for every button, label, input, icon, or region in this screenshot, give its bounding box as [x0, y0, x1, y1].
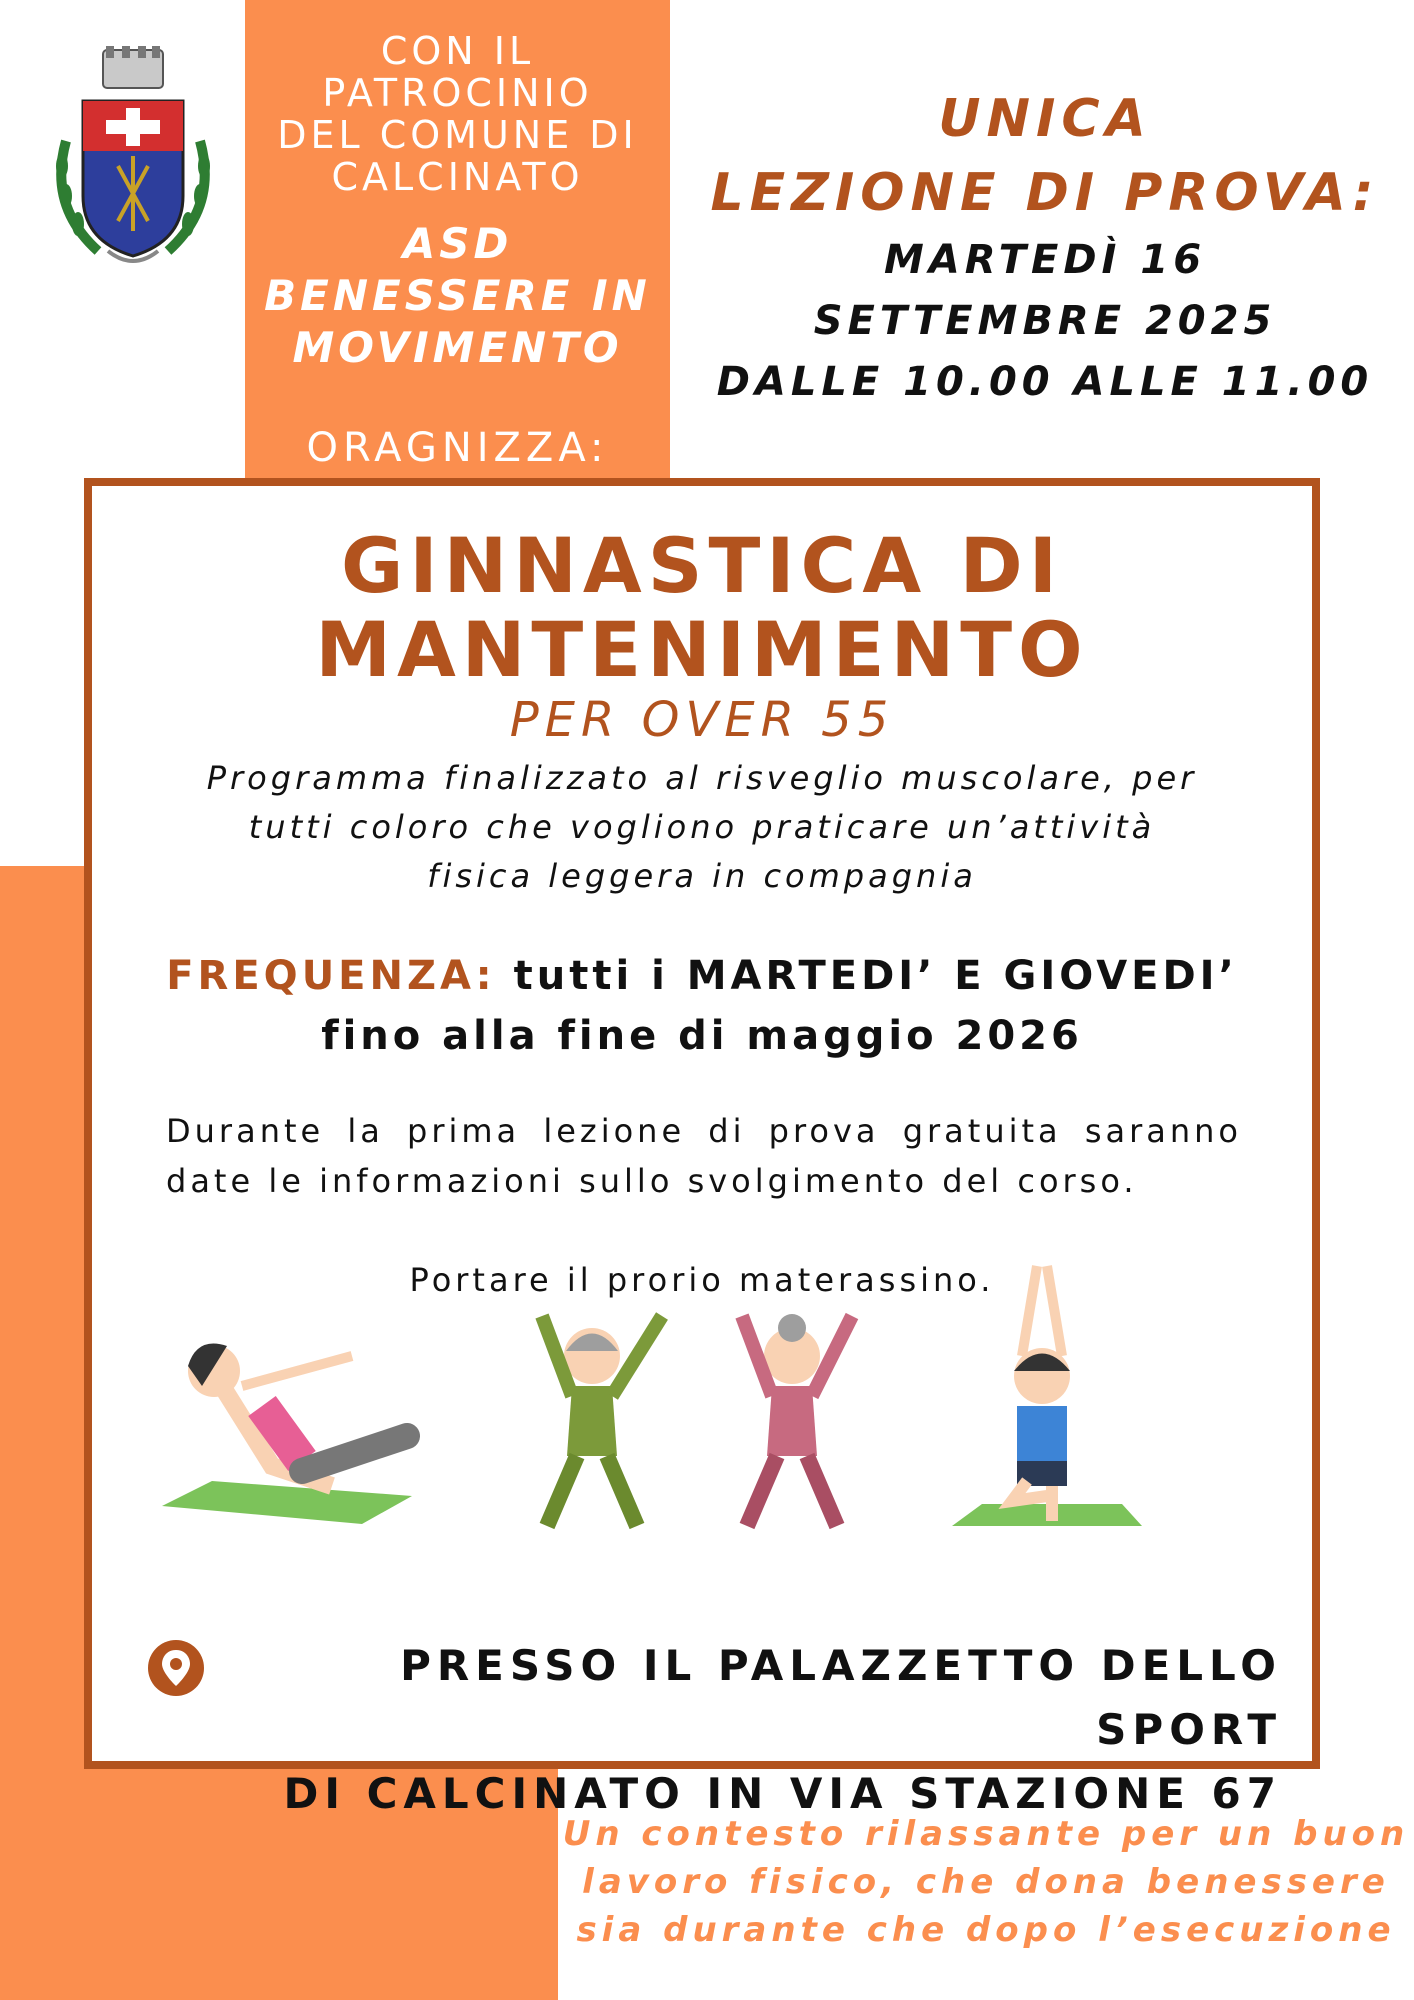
- trial-lesson-block: [680, 82, 1410, 413]
- trial-heading: UNICA: [938, 89, 1152, 149]
- trial-date: SETTEMBRE 2025: [813, 298, 1277, 344]
- course-title-line: GINNASTICA DI: [341, 521, 1063, 610]
- course-subtitle: PER OVER 55: [509, 692, 895, 748]
- slogan-line: sia durante che dopo l’esecuzione: [576, 1910, 1396, 1950]
- municipal-crest-icon: [48, 46, 218, 276]
- course-title-line: MANTENIMENTO: [315, 605, 1089, 694]
- description-line: tutti coloro che vogliono praticare un’attività: [248, 808, 1156, 846]
- address-line: DI CALCINATO IN VIA STAZIONE 67: [283, 1769, 1282, 1818]
- elderly-woman-stretch-icon: [742, 1314, 852, 1526]
- course-title: [92, 521, 1312, 694]
- slogan-line: Un contesto rilassante per un buon: [562, 1814, 1410, 1854]
- footer-slogan: [558, 1810, 1414, 1954]
- sponsor-line: CALCINATO: [331, 155, 584, 199]
- frequency-days: tutti i MARTEDI’ E GIOVEDI’: [513, 953, 1238, 999]
- organizer-action: ORAGNIZZA:: [306, 425, 609, 471]
- address-line: PRESSO IL PALAZZETTO DELLO SPORT: [400, 1641, 1282, 1754]
- exercise-illustrations: [152, 1256, 1252, 1576]
- frequency-until: fino alla fine di maggio 2026: [321, 1013, 1083, 1059]
- sponsor-line: PATROCINIO: [322, 71, 593, 115]
- bring-mat-note: Portare il prorio materassino.: [409, 1261, 995, 1299]
- organizer-line: ASD: [402, 219, 513, 268]
- organizer-line: MOVIMENTO: [292, 323, 623, 372]
- frequency-label: FREQUENZA:: [166, 953, 496, 999]
- course-description: [92, 754, 1312, 901]
- description-line: fisica leggera in compagnia: [427, 857, 977, 895]
- slogan-line: lavoro fisico, che dona benessere: [582, 1862, 1390, 1902]
- frequency: [92, 946, 1312, 1066]
- course-info: Durante la prima lezione di prova gratuita saranno date le informazioni sullo svolgimento del corso.: [166, 1112, 1242, 1200]
- trial-date: MARTEDÌ 16: [883, 237, 1207, 283]
- trial-heading: LEZIONE DI PROVA:: [710, 163, 1380, 223]
- description-line: Programma finalizzato al risveglio muscolare, per: [206, 759, 1198, 797]
- sponsor-text: [245, 30, 670, 198]
- course-card: [84, 478, 1320, 1818]
- location-pin-icon: [146, 1638, 206, 1698]
- elderly-man-stretch-icon: [542, 1316, 662, 1526]
- organizer-name: [245, 218, 670, 374]
- sponsor-line: CON IL: [380, 29, 535, 73]
- tree-pose-icon: [952, 1266, 1142, 1526]
- trial-time: DALLE 10.00 ALLE 11.00: [716, 359, 1374, 405]
- sponsor-line: DEL COMUNE DI: [277, 113, 638, 157]
- organizer-line: BENESSERE IN: [264, 271, 651, 320]
- location-address: [222, 1634, 1282, 1826]
- woman-exercise-icon: [162, 1344, 412, 1525]
